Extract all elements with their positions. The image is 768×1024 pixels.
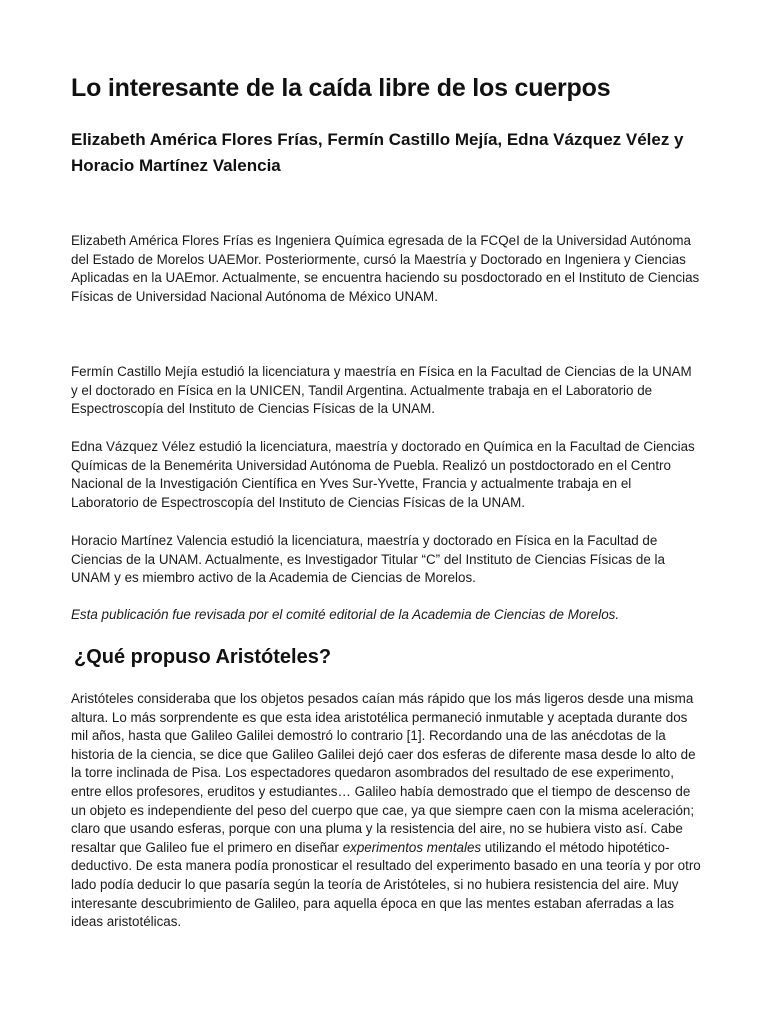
- bio-flores: Elizabeth América Flores Frías es Ingeniera Química egresada de la FCQeI de la Universidad Autónoma del Estado de Morelos UAEMor. Posteriormente, cursó la Maestría y Doctorado en Ingeniera y Ciencias Aplicadas en la UAEmor. Actualmente, se encuentra haciendo su posdoctorado en el Instituto de Ciencias Físicas de Universidad Nacional Autónoma de México UNAM.: [71, 233, 700, 304]
- article-title: Lo interesante de la caída libre de los cuerpos: [71, 74, 611, 102]
- bio-castillo: Fermín Castillo Mejía estudió la licenciatura y maestría en Física en la Facultad de Ciencias de la UNAM y el doctorado en Física en la UNICEN, Tandil Argentina. Actualmente trabaja en el Laboratorio de Espectroscopía del Instituto de Ciencias Físicas de la UNAM.: [71, 364, 692, 417]
- bio-vazquez: Edna Vázquez Vélez estudió la licenciatura, maestría y doctorado en Química en la Facultad de Ciencias Químicas de la Benemérita Universidad Autónoma de Puebla. Realizó un postdoctorado en el Centro Nacional de la Investigación Científica en Yves Sur-Yvette, Francia y actualmente trabaja en el Laboratorio de Espectroscopía del Instituto de Ciencias Físicas de la UNAM.: [71, 439, 695, 510]
- section-body-part2: utilizando el método hipotético-deductivo. De esta manera podía pronosticar el resultado del experimento basado en una teoría y por otro lado podía deducir lo que pasaría según la teoría de Aristóteles, si no hubiera resistencia del aire. Muy interesante descubrimiento de Galileo, para aquella época en que las mentes estaban aferradas a las ideas aristotélicas.: [71, 839, 701, 930]
- review-note: Esta publicación fue revisada por el comité editorial de la Academia de Ciencias de Morelos.: [71, 607, 620, 622]
- section-body-part1: Aristóteles consideraba que los objetos pesados caían más rápido que los más ligeros desde una misma altura. Lo más sorprendente es que esta idea aristotélica permaneció inmutable y aceptada durante dos mil años, hasta que Galileo Galilei demostró lo contrario [1]. Recordando una de las anécdotas de la historia de la ciencia, se dice que Galileo Galilei dejó caer dos esferas de diferente masa desde lo alto de la torre inclinada de Pisa. Los espectadores quedaron asombrados del resultado de ese experimento, entre ellos profesores, eruditos y estudiantes… Galileo había demostrado que el tiempo de descenso de un objeto es independiente del peso del cuerpo que cae, ya que siempre caen con la misma aceleración; claro que usando esferas, porque con una pluma y la resistencia del aire, no se hubiera visto así. Cabe resaltar que Galileo fue el primero en diseñar: [71, 691, 696, 855]
- bio-martinez: Horacio Martínez Valencia estudió la licenciatura, maestría y doctorado en Física en la Facultad de Ciencias de la UNAM. Actualmente, es Investigador Titular “C” del Instituto de Ciencias Físicas de la UNAM y es miembro activo de la Academia de Ciencias de Morelos.: [71, 533, 665, 586]
- author-list: Elizabeth América Flores Frías, Fermín Castillo Mejía, Edna Vázquez Vélez y Horacio Martínez Valencia: [71, 130, 684, 175]
- section-body: [71, 690, 701, 932]
- section-heading: ¿Qué propuso Aristóteles?: [74, 646, 332, 668]
- section-body-emphasis: experimentos mentales: [342, 839, 482, 855]
